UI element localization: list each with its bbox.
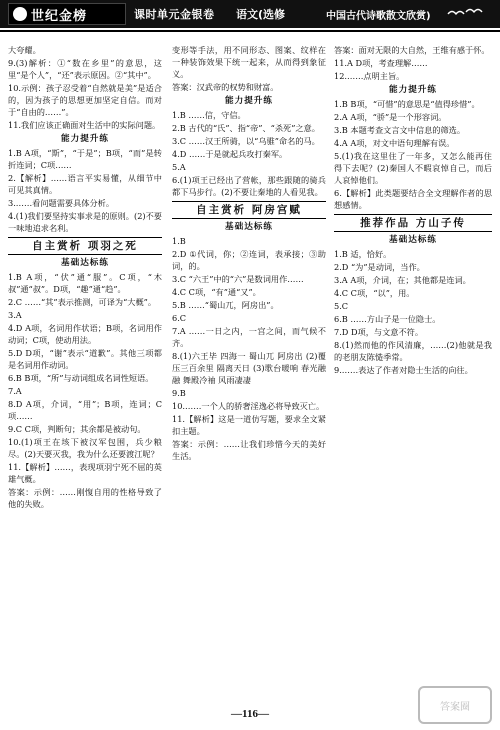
- section-heading: 基础达标练: [61, 258, 109, 268]
- text-line: 9.(3)解析：①“数在乡里”的意思，这里“是个人”，“还”表示原因。②“其中”。: [8, 58, 162, 80]
- column-2: [172, 44, 326, 678]
- page-number: —116—: [231, 708, 269, 720]
- answer-item: 3.……看问题需要具体分析。: [8, 198, 115, 208]
- column-3: [334, 44, 492, 678]
- answer-item: 9.……表达了作者对隐士生活的向往。: [334, 365, 473, 375]
- text-line: 大夸耀。: [8, 45, 41, 55]
- answer-item: 1.B ……信，守信。: [172, 110, 246, 120]
- answer-item: 2.C ……“其”表示推测，可译为“大概”。: [8, 297, 157, 307]
- text-line: 变形等手法，用不同形态、图案、纹样在一种装饰效果下统一起来，从而得到象征义。: [172, 45, 326, 79]
- answer-item: 9.C C项，判断句；其余都是被动句。: [8, 424, 146, 434]
- answer-item: 1.B: [172, 236, 186, 246]
- answer-item: 2.D ①代词，你；②连词，表承接；③助词，的。: [172, 249, 326, 271]
- logo-mark-icon: [13, 7, 27, 21]
- header-divider: [0, 30, 500, 32]
- answer-item: 3.A: [8, 310, 22, 320]
- text-line: 10.示例：孩子忍受着“自然就是美”是适合的，因为孩子的思想更加坚定自信。而对于“自由的……”。: [8, 83, 162, 117]
- answer-item: 5.C: [334, 301, 349, 311]
- answer-item: 答案：示例：……让我们珍惜今天的美好生活。: [172, 439, 326, 461]
- answer-item: 10.……一个人的骄奢淫逸必将导致灭亡。: [172, 401, 325, 411]
- book-title: 中国古代诗歌散文欣赏): [326, 11, 431, 22]
- section-heading: 能力提升练: [61, 134, 109, 144]
- answer-item: 3.C “六王”中的“六”是数词用作……: [172, 274, 304, 284]
- answer-item: 9.B: [172, 388, 186, 398]
- section-heading: 能力提升练: [225, 96, 273, 106]
- answer-item: 1.B A项，“斯”，“于是”；B项，“而”是转折连词；C项……: [8, 148, 162, 170]
- logo-text: 世纪金榜: [31, 8, 88, 24]
- answer-item: 答案：示例：……刚愎自用的性格导致了他的失败。: [8, 487, 162, 509]
- answer-item: 2.D “为”是动词，当作。: [334, 262, 425, 272]
- answer-item: 4.D A项，名词用作状语；B项，名词用作动词；C项，使动用法。: [8, 323, 162, 345]
- header: [0, 0, 500, 44]
- answer-item: 6.C: [172, 313, 187, 323]
- answer-item: 1.B 适，恰好。: [334, 249, 392, 259]
- answer-item: 6.B ……方山子是一位隐士。: [334, 314, 441, 324]
- lesson-title: 推荐作品 方山子传: [334, 214, 492, 232]
- birds-icon: [446, 6, 486, 20]
- answer-item: 3.C ……汉王所骑，以“乌骓”命名的马。: [172, 136, 320, 146]
- section-heading: 能力提升练: [389, 85, 437, 95]
- text-line: 11.A D项，考查理解……: [334, 58, 428, 68]
- answer-item: 1.B A项，“伏”通“服”。C项，“木叔”通“叔”。D项，“趣”通“趋”。: [8, 272, 162, 294]
- answer-item: 5.A: [172, 162, 186, 172]
- lesson-title: 自主赏析 项羽之死: [8, 237, 162, 255]
- answer-item: 7.D D项，与文意不符。: [334, 327, 424, 337]
- answer-item: 3.B 本题考查文言文中信息的筛选。: [334, 125, 466, 135]
- subject-title: 语文(选修: [236, 8, 286, 21]
- answer-item: 5.D D项，“谢”表示“道歉”。其他三项都是名词用作动词。: [8, 348, 162, 370]
- answer-item: 2.B 古代的“氏”、指“帝”、“杀死”之意。: [172, 123, 320, 133]
- answer-item: 11.【解析】……，表现项羽宁死不屈的英雄气概。: [8, 462, 162, 484]
- answer-item: 5.B ……“蜀山兀，阿房出”。: [172, 300, 279, 310]
- watermark-logo: 答案圈: [418, 686, 492, 724]
- answer-item: 7.A ……一日之内，一宫之间，而气候不齐。: [172, 326, 326, 348]
- answer-item: 2.【解析】……语言平实易懂，从细节中可见其真情。: [8, 173, 162, 195]
- answer-item: 4.C C项，“以”，用。: [334, 288, 415, 298]
- answer-item: 2.A A项，“骄”是一个形容词。: [334, 112, 447, 122]
- answer-item: 10.(1)项王在垓下被汉军包围，兵少粮尽。(2)天要灭我，我为什么还要渡江呢？: [8, 437, 162, 459]
- answer-item: 8.D A项，介词，“用”；B项，连词；C项……: [8, 399, 162, 421]
- answer-item: 1.B B项，“可惜”的意思是“值得珍惜”。: [334, 99, 480, 109]
- answer-item: 4.D ……于是就起兵攻打秦军。: [172, 149, 288, 159]
- column-1: [8, 44, 162, 678]
- answer-item: 6.【解析】此类题要结合全文理解作者的思想感情。: [334, 188, 492, 210]
- answer-item: 4.C C项，“有”通“又”。: [172, 287, 261, 297]
- answer-item: 11.【解析】这是一道仿写题，要求全文紧扣主题。: [172, 414, 326, 436]
- answer-item: 3.A A项，介词，在；其他都是连词。: [334, 275, 471, 285]
- answer-item: 4.A A项，对文中语句理解有误。: [334, 138, 455, 148]
- text-line: 答案：汉武帝的权势和财富。: [172, 82, 279, 92]
- text-line: 答案：面对无限的大自然，王维有感于怀。: [334, 45, 490, 55]
- text-line: 12.……点明主旨。: [334, 71, 405, 81]
- brand-logo: [8, 3, 126, 25]
- answer-item: 8.(1)然而他的作风清廉，……(2)他就是我的老朋友陈慥季常。: [334, 340, 492, 362]
- answer-item: 5.(1)我在这里住了一年多，又怎么能再住得下去呢？(2)秦国人不暇哀悼自己，而后人哀悼他们。: [334, 151, 492, 185]
- section-heading: 基础达标练: [225, 222, 273, 232]
- answer-item: 6.B B项，“所”与动词组成名词性短语。: [8, 373, 154, 383]
- answer-item: 7.A: [8, 386, 22, 396]
- answer-item: 6.(1)项王已经出了营帐，那些跟随的骑兵都下马步行。(2)不要让秦地的人看见我。: [172, 175, 326, 197]
- lesson-title: 自主赏析 阿房宫赋: [172, 201, 326, 219]
- answer-item: 8.(1)六王毕 四海一 蜀山兀 阿房出 (2)覆压三百余里 隔离天日 (3)歌台暖响 春光融融 舞殿冷袖 风雨凄凄: [172, 351, 326, 385]
- answer-item: 4.(1)我们要坚持实事求是的原则。(2)不要一味地追求名利。: [8, 211, 162, 233]
- section-heading: 基础达标练: [389, 235, 437, 245]
- text-line: 11.我们应该正确面对生活中的实际问题。: [8, 120, 161, 130]
- series-title: 课时单元金银卷: [134, 8, 215, 21]
